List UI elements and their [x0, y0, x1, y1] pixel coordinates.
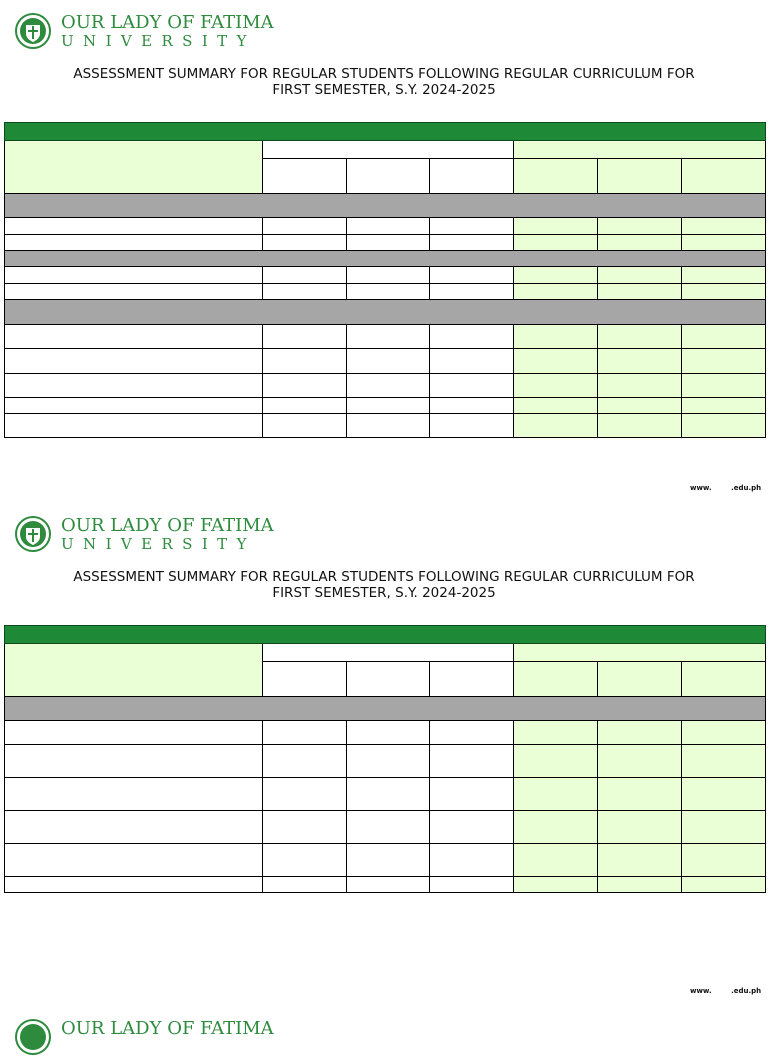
table-cell	[598, 349, 682, 374]
table-cell	[514, 374, 598, 398]
table-cell	[598, 284, 682, 300]
assessment-table	[4, 625, 766, 893]
table-cell	[263, 235, 347, 251]
table-cell	[514, 218, 598, 235]
table-cell	[430, 398, 514, 414]
title-line-2: FIRST SEMESTER, S.Y. 2024-2025	[272, 585, 496, 601]
table-cell	[5, 284, 263, 300]
university-seal-icon	[15, 12, 51, 50]
table-row	[5, 414, 766, 438]
table-cell	[5, 414, 263, 438]
table-cell	[598, 745, 682, 778]
table-row	[5, 778, 766, 811]
table-cell	[5, 811, 263, 844]
table-cell	[514, 349, 598, 374]
table-row	[5, 218, 766, 235]
table-cell	[598, 721, 682, 745]
table-cell	[430, 374, 514, 398]
table-row	[5, 398, 766, 414]
table-row	[5, 644, 766, 662]
table-cell	[430, 159, 514, 194]
table-cell	[347, 778, 430, 811]
table-cell	[347, 267, 430, 284]
table-cell	[5, 721, 263, 745]
table-cell	[430, 349, 514, 374]
table-cell	[263, 284, 347, 300]
table-cell	[598, 398, 682, 414]
table-cell	[682, 159, 766, 194]
section-row	[5, 697, 766, 721]
table-cell	[263, 398, 347, 414]
table-cell	[430, 844, 514, 877]
table-row	[5, 235, 766, 251]
table-cell	[347, 349, 430, 374]
table-row	[5, 267, 766, 284]
section-row	[5, 251, 766, 267]
table-cell	[5, 374, 263, 398]
table-cell	[263, 374, 347, 398]
table-cell	[5, 745, 263, 778]
table-cell	[263, 778, 347, 811]
table-cell	[430, 218, 514, 235]
section-cell	[5, 251, 766, 267]
table-cell	[5, 778, 263, 811]
header-band-cell	[5, 123, 766, 141]
table-cell	[347, 159, 430, 194]
university-subname: UNIVERSITY	[61, 535, 256, 553]
table-cell	[5, 218, 263, 235]
table-cell	[430, 721, 514, 745]
table-cell	[682, 218, 766, 235]
table-header-band	[5, 123, 766, 141]
table-cell	[347, 398, 430, 414]
table-cell	[430, 778, 514, 811]
section-cell	[5, 697, 766, 721]
header-band-cell	[5, 626, 766, 644]
table-cell	[598, 662, 682, 697]
table-cell	[430, 414, 514, 438]
table-cell	[598, 325, 682, 349]
table-cell	[682, 398, 766, 414]
table-cell	[263, 877, 347, 893]
table-cell	[430, 811, 514, 844]
table-cell	[682, 414, 766, 438]
table-cell	[682, 811, 766, 844]
table-cell	[263, 644, 514, 662]
university-logo	[15, 515, 274, 555]
table-cell	[430, 745, 514, 778]
table-cell	[430, 267, 514, 284]
section-cell	[5, 300, 766, 325]
table-cell	[514, 745, 598, 778]
table-cell	[682, 374, 766, 398]
table-cell	[598, 235, 682, 251]
table-cell	[598, 267, 682, 284]
table-row	[5, 745, 766, 778]
section-cell	[5, 194, 766, 218]
table-cell	[514, 325, 598, 349]
table-row	[5, 877, 766, 893]
table-row	[5, 374, 766, 398]
table-cell	[263, 218, 347, 235]
table-cell	[263, 141, 514, 159]
table-cell	[514, 284, 598, 300]
table-header-band	[5, 626, 766, 644]
footer-url: www. .edu.ph	[690, 987, 762, 995]
table-cell	[598, 374, 682, 398]
table-cell	[5, 644, 263, 697]
table-cell	[682, 662, 766, 697]
table-cell	[347, 844, 430, 877]
table-cell	[347, 325, 430, 349]
table-cell	[598, 159, 682, 194]
table-cell	[682, 844, 766, 877]
table-cell	[347, 218, 430, 235]
table-cell	[682, 877, 766, 893]
table-cell	[347, 374, 430, 398]
table-cell	[263, 349, 347, 374]
table-cell	[5, 844, 263, 877]
table-cell	[430, 662, 514, 697]
table-cell	[263, 267, 347, 284]
table-cell	[263, 414, 347, 438]
table-cell	[263, 844, 347, 877]
table-cell	[263, 811, 347, 844]
table-cell	[430, 235, 514, 251]
table-row	[5, 349, 766, 374]
page-title	[0, 569, 768, 601]
section-row	[5, 194, 766, 218]
table-row	[5, 844, 766, 877]
table-cell	[263, 721, 347, 745]
university-name: OUR LADY OF FATIMA	[61, 12, 274, 33]
table-cell	[682, 349, 766, 374]
table-cell	[514, 398, 598, 414]
table-cell	[514, 644, 766, 662]
table-row	[5, 325, 766, 349]
table-cell	[263, 159, 347, 194]
assessment-table	[4, 122, 766, 438]
university-name: OUR LADY OF FATIMA	[61, 1018, 274, 1039]
table-cell	[514, 844, 598, 877]
table-cell	[514, 721, 598, 745]
table-cell	[430, 877, 514, 893]
table-cell	[347, 662, 430, 697]
table-cell	[598, 877, 682, 893]
university-logo	[15, 1018, 274, 1058]
table-cell	[263, 325, 347, 349]
table-row	[5, 141, 766, 159]
table-cell	[5, 325, 263, 349]
table-cell	[514, 141, 766, 159]
table-cell	[514, 267, 598, 284]
table-cell	[682, 235, 766, 251]
table-cell	[5, 235, 263, 251]
table-cell	[514, 235, 598, 251]
table-cell	[5, 349, 263, 374]
table-cell	[682, 721, 766, 745]
table-cell	[682, 778, 766, 811]
table-cell	[682, 745, 766, 778]
university-logo	[15, 12, 274, 52]
title-line-1: ASSESSMENT SUMMARY FOR REGULAR STUDENTS FOLLOWING REGULAR CURRICULUM FOR	[73, 569, 695, 585]
table-cell	[682, 267, 766, 284]
page-title	[0, 66, 768, 98]
table-cell	[514, 414, 598, 438]
table-cell	[5, 398, 263, 414]
title-line-1: ASSESSMENT SUMMARY FOR REGULAR STUDENTS FOLLOWING REGULAR CURRICULUM FOR	[73, 66, 695, 82]
table-cell	[514, 159, 598, 194]
table-cell	[514, 877, 598, 893]
university-name: OUR LADY OF FATIMA	[61, 515, 274, 536]
table-cell	[598, 811, 682, 844]
table-cell	[5, 267, 263, 284]
table-cell	[5, 141, 263, 194]
table-cell	[263, 745, 347, 778]
table-cell	[598, 844, 682, 877]
title-line-2: FIRST SEMESTER, S.Y. 2024-2025	[272, 82, 496, 98]
table-cell	[347, 414, 430, 438]
table-cell	[682, 284, 766, 300]
table-cell	[347, 811, 430, 844]
table-cell	[682, 325, 766, 349]
table-cell	[598, 414, 682, 438]
university-seal-icon	[15, 515, 51, 553]
university-subname: UNIVERSITY	[61, 32, 256, 50]
table-cell	[263, 662, 347, 697]
table-cell	[430, 325, 514, 349]
table-row	[5, 284, 766, 300]
table-cell	[514, 778, 598, 811]
table-cell	[347, 745, 430, 778]
table-cell	[514, 811, 598, 844]
table-cell	[430, 284, 514, 300]
table-cell	[5, 877, 263, 893]
table-cell	[347, 235, 430, 251]
table-row	[5, 811, 766, 844]
table-cell	[347, 721, 430, 745]
table-cell	[598, 778, 682, 811]
table-cell	[598, 218, 682, 235]
table-cell	[514, 662, 598, 697]
table-row	[5, 721, 766, 745]
table-cell	[347, 284, 430, 300]
footer-url: www. .edu.ph	[690, 484, 762, 492]
table-cell	[347, 877, 430, 893]
section-row	[5, 300, 766, 325]
